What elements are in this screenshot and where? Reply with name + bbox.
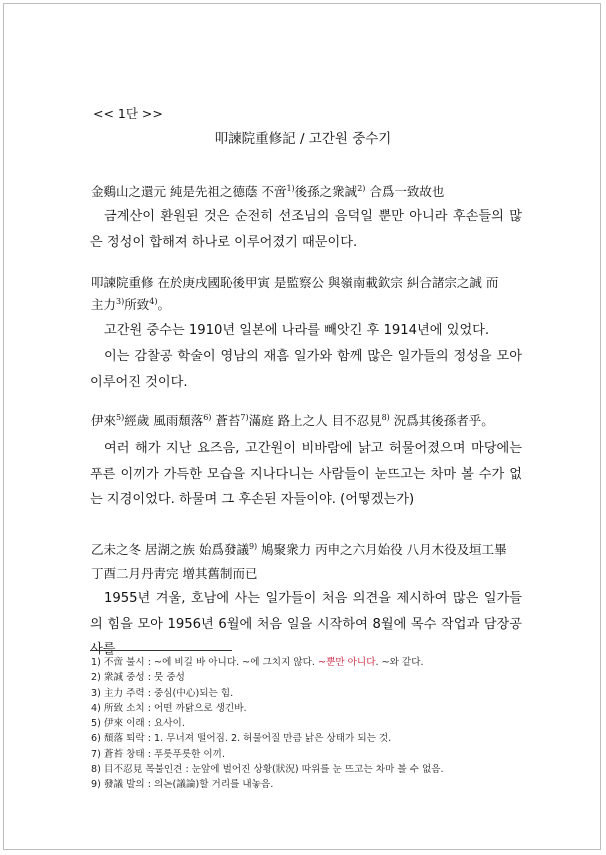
hanja-paragraph-3: 伊來$^{5)}$經歲 風雨頹落$^{6)}$ 蒼苔$^{7)}$滿庭 路上之人 目不忍見$^{8)}$ 況爲其後孫者乎。 [91, 412, 494, 428]
footnote-2: 2) 衆誠 중성 : 뭇 중성 [91, 672, 185, 684]
korean-paragraph-2-a: 고간원 중수는 1910년 일본에 나라를 빼앗긴 후 1914년에 있었다. [104, 323, 490, 338]
footnote-1: 1) 不啻 불시 : ~에 비길 바 아니다. ~에 그치지 않다. ~뿐만 아니다. ~와 같다. [91, 657, 424, 668]
footnotes [91, 655, 531, 793]
document-title: 叩諫院重修記 / 고간원 중수기 [214, 131, 392, 147]
hanja-paragraph-2-line-1: 叩諫院重修 在於庚戌國恥後甲寅 是監察公 與嶺南載欽宗 糾合諸宗之誠 而 [91, 275, 499, 290]
footnote-8: 8) 目不忍見 목불인견 : 눈앞에 벌어진 상황(狀況) 따위를 눈 뜨고는 차마 볼 수 없음. [91, 764, 444, 776]
korean-paragraph-3: 여러 해가 지난 요즈음, 고간원이 비바람에 낡고 허물어졌으며 마당에는 푸른 이끼가 가득한 모습을 지나다니는 사람들이 눈뜨고는 차마 볼 수가 없는 지경이었다. 하물며 그 후손된 자들이야. (어떻겠는가) [90, 441, 522, 507]
hanja-paragraph-4-line-2: 丁酉二月丹靑完 增其舊制而已 [91, 566, 258, 581]
footnote-7: 7) 蒼苔 창태 : 푸릇푸릇한 이끼. [91, 748, 225, 760]
footnote-3: 3) 主力 주력 : 중심(中心)되는 힘. [91, 687, 234, 699]
footnote-divider [90, 650, 232, 651]
korean-paragraph-4: 1955년 겨울, 호남에 사는 일가들이 처음 의견을 제시하여 많은 일가들의 힘을 모아 1956년 6월에 처음 일을 시작하여 8월에 목수 작업과 담장공사를 [90, 591, 522, 657]
hanja-paragraph-4-line-1: 乙未之冬 居湖之族 始爲發議$^{9)}$ 鳩聚衆力 丙申之六月始役 八月木役及垣工畢 [91, 541, 507, 557]
korean-paragraph-2-b: 이는 감찰공 학술이 영남의 재흠 일가와 함께 많은 일가들의 정성을 모아 이루어진 것이다. [90, 349, 522, 390]
footnote-6: 6) 頹落 퇴락 : 1. 무너져 떨어짐. 2. 허물어질 만큼 낡은 상태가 되는 것. [91, 733, 392, 745]
hanja-paragraph-2-line-2: 主力$^{3)}$所致$^{4)}$。 [91, 296, 170, 312]
footnote-1-highlight: ~뿐만 아니다 [318, 657, 376, 668]
footnote-9: 9) 發議 발의 : 의논(議論)할 거리를 내놓음. [91, 779, 274, 791]
footnote-4: 4) 所致 소치 : 어떤 까닭으로 생긴바. [91, 702, 247, 714]
footnote-5: 5) 伊來 이래 : 요사이. [91, 718, 185, 730]
korean-paragraph-1: 금계산이 환원된 것은 순전히 선조님의 음덕일 뿐만 아니라 후손들의 많은 정성이 합해져 하나로 이루어졌기 때문이다. [90, 209, 522, 250]
page-label: << 1단 >> [93, 106, 163, 121]
hanja-paragraph-1: 金鷄山之還元 純是先祖之德蔭 不啻$^{1)}$後孫之衆誠$^{2)}$ 合爲一致故也 [91, 183, 445, 199]
